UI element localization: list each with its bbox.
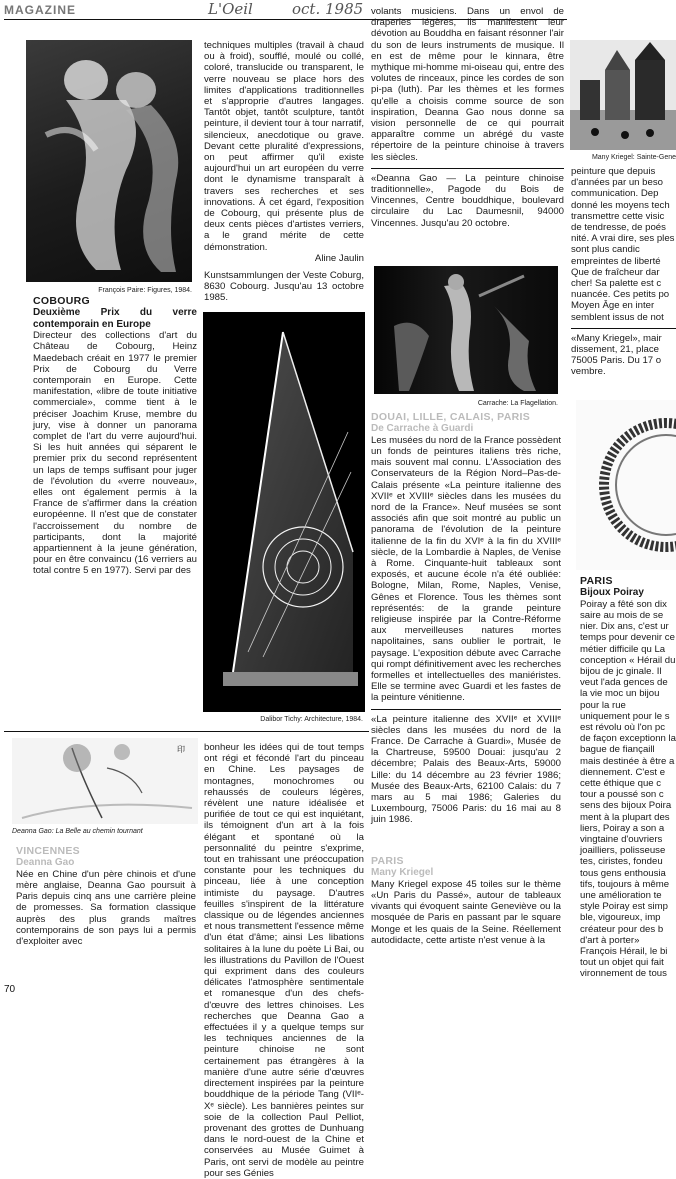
- photo-carrache-flagellation: [374, 266, 558, 394]
- poiray-title: PARIS: [580, 575, 613, 587]
- gao-continued: [371, 6, 564, 229]
- cobourg-body: Directeur des collections d'art du Château de Cobourg, Heinz Maedebach créait en 1977 le premier Prix de Cobourg du Verre contemporain en Europe. Cette manifestation, «libre de toute initiative commerciale», comme tient à le préciser Joachim Kruse, membre du jury, vise à donner un panorama complet de l'art du verre aujourd'hui. Si les huit années qui séparent le premier prix du second représentent un laps de temps suffisant pour juger de l'évolution du «verre nouveau», elles ont également permis à la France de s'affirmer dans la création européenne. Il n'est que de constater l'accroissement du nombre de participants, dont la majorité appartiennent à la jeune génération, pour en être convaincu (16 verriers au total contre 5 en 1977). Servi par des: [33, 330, 197, 577]
- poiray-body: Poiray a fêté son dix saire au mois de se nier. Dix ans, c'est ur temps pour devenir ce métier difficile qu La conception « Hérail du bijou de jc ginale. Il veut l'ada gences de la vie moc un bijou pour la rue uniquement pour le s est révolu où l'on pc de façon exceptionn la bague de fiançaill mais destinée à être a diennement. C'est e cette éthique que c tour a poussé son c sens des bijoux Poira ment à la plupart des liers, Poiray a son a vingtaine d'ouvriers joailliers, polisseuse tes, ciristes, fondeu tous gens enthousia tifs, toujours à même une amélioration te style Poiray est simp ble, vigoureux, imp créateur pour des b d'art à porter» François Hérail, le bi tout un objet qui fait vironnement de tous: [580, 598, 676, 980]
- poiray-article: [580, 576, 676, 980]
- cobourg-article: [33, 296, 197, 577]
- cobourg-author: Aline Jaulin: [314, 252, 364, 264]
- cobourg-subtitle: Deuxième Prix du verre contemporain en Europe: [33, 307, 197, 330]
- vincennes-title: VINCENNES: [16, 845, 80, 857]
- seal-glyphs: 印: [177, 745, 185, 754]
- caption-tichy: Dalibor Tichy: Architecture, 1984.: [260, 716, 363, 723]
- caption-carrache: Carrache: La Flagellation.: [477, 400, 558, 407]
- divider: [571, 328, 676, 329]
- douai-subtitle: De Carrache à Guardi: [371, 423, 474, 435]
- caption-paire: François Paire: Figures, 1984.: [98, 287, 192, 294]
- gao-bottom-body: bonheur les idées qui de tout temps ont régi et fécondé l'art du pinceau en Chine. Les paysages de montagnes, monochromes ou rehaussés de couleurs légères, révèlent une nature idéalisée et purifiée de tout ce qui est inquiétant, ils témoignent d'un art à la fois élégant et spontané où la personnalité du peintre s'exprime, tout en trahissant une préoccupation constante pour les techniques du pinceau, liée à une conception intimiste du paysage. D'autres feuilles s'inspirent de la littérature classique ou de légendes anciennes et nous transmettent l'essence même d'un état d'âme; ainsi Les libations solitaires à la lune du poète Li Bai, ou les illustrations du Pavillon de l'Ouest qui expriment dans des couleurs délicates l'atmosphère sentimentale et romanesque d'un des chefs-d'œuvre des lettres chinoises. Les recherches que Deanna Gao a effectuées il y a quelque temps sur les techniques anciennes de la peinture chinoise ne sont certainement pas étrangères à la manière d'une autre série d'œuvres directement inspirées par la peinture bouddhique de la période Tang (VIIᵉ-Xᵉ siècle). Les bannières peintes sur soie de la collection Paul Pelliot, provenant des grottes de Dunhuang dans le nord-ouest de la Chine et conservées au Musée Guimet à Paris, ont servi de modèle au peintre pour ses Génies: [204, 742, 364, 1179]
- photo-gao-belle: [12, 738, 198, 824]
- kriegel-body: Many Kriegel expose 45 toiles sur le thème «Un Paris du Passé», autour de tableaux vivants qui évoquent sainte Geneviève ou la mosquée de Paris en passant par le square Monge et les quais de la Seine. Réellement autodidacte, cette artiste n'est venue à la: [371, 878, 561, 946]
- gao-bottom: [204, 742, 364, 1179]
- douai-info: «La peinture italienne des XVIIᵉ et XVIIIᵉ siècles dans les musées du nord de la France. De Carrache à Guardi», Musée de la Chartreuse, 59500 Douai: jusqu'au 2 décembre; Palais des Beaux-Arts, 59000 Lille: du 14 décembre au 23 février 1986; Musée des Beaux-Arts, 62100 Calais: du 7 mars au 5 mai 1986; Galeries du Luxembourg, 75006 Paris: du 16 mai au 8 juin 1986.: [371, 713, 561, 826]
- cobourg-continued: [204, 40, 364, 304]
- douai-article: [371, 412, 561, 826]
- cobourg-info: Kunstsammlungen der Veste Coburg, 8630 Cobourg. Jusqu'au 13 octobre 1985.: [204, 270, 364, 304]
- caption-gao: Deanna Gao: La Belle au chemin tournant: [12, 828, 143, 835]
- handwritten-date: oct. 1985: [292, 0, 364, 18]
- douai-title: DOUAI, LILLE, CALAIS, PARIS: [371, 411, 530, 423]
- divider: [371, 709, 561, 710]
- photo-poiray-necklace: [576, 400, 676, 570]
- masthead: MAGAZINE: [4, 3, 76, 17]
- vincennes-body: Née en Chine d'un père chinois et d'une mère anglaise, Deanna Gao poursuit à Paris depuis cinq ans une carrière pleine de promesses. Sa formation classique auprès des plus grands maîtres contemporains de son pays lui a permis d'exploiter avec: [16, 868, 196, 947]
- gao-col3-body: volants musiciens. Dans un envol de draperies légères, ils manifestent leur dévotion au Bouddha en faisant résonner l'air du son de leurs instruments de musique. Il en est de même pour le kinnara, être mythique mi-homme mi-oiseau qui, entre des volutes de rinceaux, pince les cordes de son pi-pa (luth). Par les thèmes et les formes qu'elle a choisis comme source de son inspiration, Deanna Gao nous donne sa vision personnelle de ce qui pourrait apparaître comme un abrégé du vaste répertoire de la peinture chinoise à travers les siècles.: [371, 6, 564, 163]
- cobourg-body-cont: techniques multiples (travail à chaud ou à froid), soufflé, moulé ou collé, coloré, translucide ou transparent, le verre nouveau se place hors des limites d'applications traditionnelles et s'approprie d'autres langages. Tantôt objet, tantôt sculpture, tantôt peinture, il devient tour à tour narratif, silencieux, anecdotique ou grave. Devant cette pluralité d'expressions, on peut affirmer qu'il existe aujourd'hui un art européen du verre dont le dynamisme transparaît à travers ses recherches et ses innovations. À cet égard, l'exposition de Cobourg, qui présente plus de deux cents pièces d'artistes verriers, a le grand mérite de cette démonstration.: [204, 40, 364, 253]
- photo-paire-figures: [26, 40, 192, 282]
- vincennes-article: [16, 846, 196, 947]
- kriegel-col4-body: peinture que depuis d'années par un beso communication. Dep donné les moyens tech transmettre cette visic de tendresse, de poés nité. A vrai dire, ses ples sont plus candic empreintes de liberté Que de fraîcheur dar cher! Sa palette est c nuancée. Ces petits po Moyen Âge en inter semblent issus de not: [571, 166, 675, 323]
- gao-col3-info: «Deanna Gao — La peinture chinoise traditionnelle», Pagode du Bois de Vincennes, Centre bouddhique, boulevard circulaire du Lac Daumesnil, 94000 Vincennes. Jusqu'au 20 octobre.: [371, 172, 564, 229]
- cobourg-title: COBOURG: [33, 295, 90, 307]
- divider: [371, 168, 564, 169]
- handwritten-source: L'Oeil: [208, 0, 253, 18]
- section-rule: [4, 731, 369, 732]
- kriegel-title: PARIS: [371, 855, 404, 867]
- kriegel-col4-info: «Many Kriegel», mair dissement, 21, place 75005 Paris. Du 17 o vembre.: [571, 332, 662, 378]
- kriegel-continued: [571, 166, 676, 378]
- kriegel-subtitle: Many Kriegel: [371, 867, 434, 879]
- vincennes-subtitle: Deanna Gao: [16, 857, 75, 869]
- douai-body: Les musées du nord de la France possèdent un fonds de peintures italiens très riche, mais souvent mal connu. L'Association des Conservateurs de la Région Nord–Pas-de-Calais présente «La peinture italienne des XVIIᵉ et XVIIIᵉ siècles dans les musées du nord de la France». Neuf musées se sont associés afin que soit montré au public un panorama de l'évolution de la peinture italienne de la fin du XVIᵉ à la fin du XVIIIᵉ siècle, de la Lombardie à Naples, de Venise à Rome. Cinquante-huit tableaux sont exposés, et aucune école n'a été oubliée: Bologne, Milan, Rome, Naples, Venise, Gênes et Florence. Tous les thèmes sont représentés: de la grande peinture religieuse inspirée par la Contre-Réforme aux merveilleuses natures mortes napolitaines, sans oublier le portrait, le paysage. L'exposition débute avec Carrache qui rompt définitivement avec les recherches formelles et intellectuelles des maniéristes. Elle se termine avec Guardi et les fastes de la peinture vénitienne.: [371, 434, 561, 704]
- photo-kriegel-sainte-genevieve: [570, 40, 676, 150]
- kriegel-article: [371, 856, 561, 946]
- poiray-subtitle: Bijoux Poiray: [580, 587, 644, 599]
- photo-tichy-architecture: [203, 312, 365, 712]
- caption-kriegel: Many Kriegel: Sainte-Gene: [591, 154, 676, 161]
- page-number: 70: [4, 984, 16, 995]
